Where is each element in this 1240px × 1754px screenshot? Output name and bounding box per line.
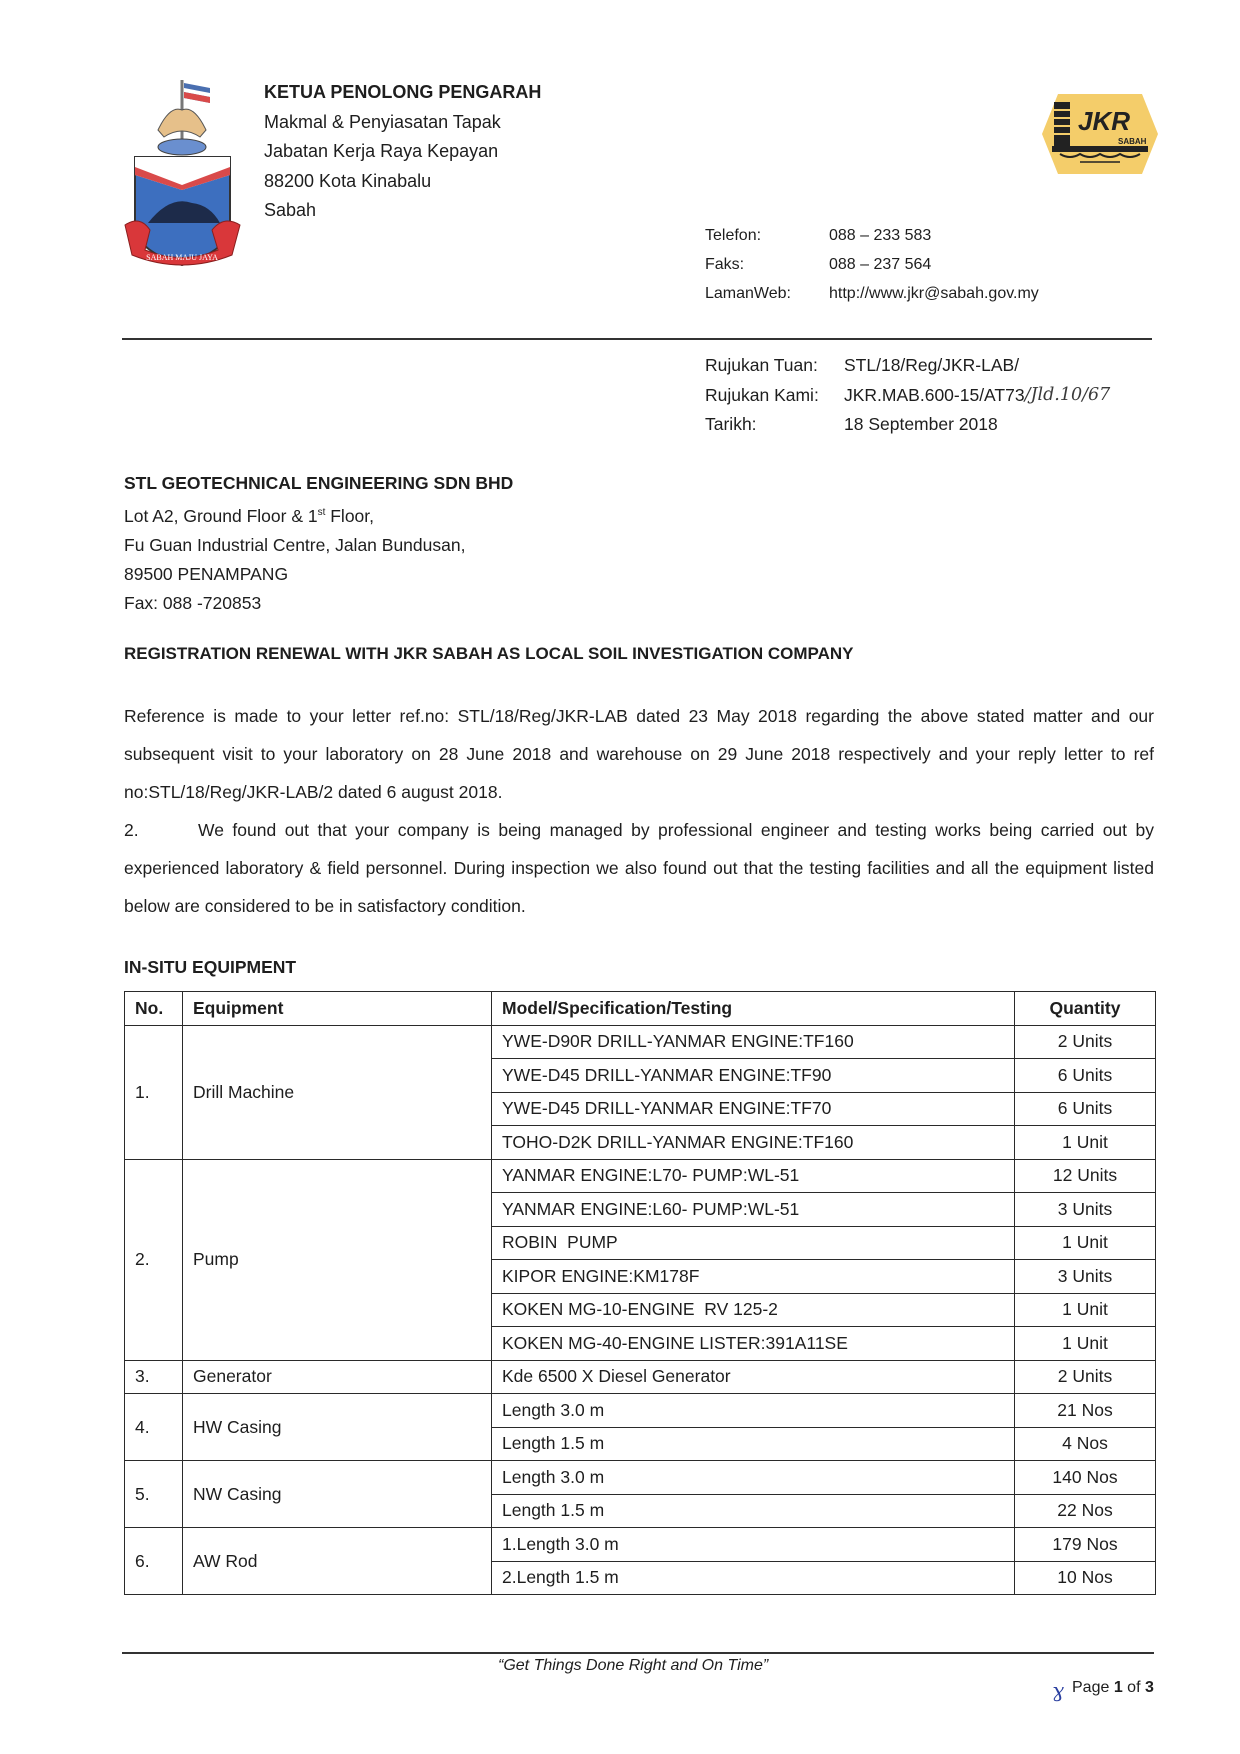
cell-model: KOKEN MG-40-ENGINE LISTER:391A11SE bbox=[492, 1327, 1015, 1361]
cell-model: Length 3.0 m bbox=[492, 1394, 1015, 1428]
logo-subtext: SABAH bbox=[1118, 137, 1147, 146]
contact-label: Faks: bbox=[705, 256, 745, 273]
sender-line: Makmal & Penyiasatan Tapak bbox=[264, 111, 501, 132]
ref-label: Rujukan Kami: bbox=[705, 384, 819, 405]
ref-value: JKR.MAB.600-15/AT73 bbox=[844, 384, 1025, 405]
cell-equipment: Pump bbox=[183, 1159, 492, 1360]
header-model: Model/Specification/Testing bbox=[492, 992, 1015, 1026]
table-row bbox=[125, 1394, 1156, 1428]
header-quantity: Quantity bbox=[1015, 992, 1156, 1026]
recipient-address bbox=[124, 469, 513, 618]
table-row bbox=[125, 1461, 1156, 1495]
cell-model: 2.Length 1.5 m bbox=[492, 1561, 1015, 1595]
cell-model: Length 1.5 m bbox=[492, 1427, 1015, 1461]
cell-model: YWE-D90R DRILL-YANMAR ENGINE:TF160 bbox=[492, 1025, 1015, 1059]
cell-quantity: 3 Units bbox=[1015, 1193, 1156, 1227]
table-body bbox=[125, 1025, 1156, 1595]
page-label: Page bbox=[1072, 1679, 1114, 1696]
page-number bbox=[1072, 1679, 1154, 1697]
cell-model: YWE-D45 DRILL-YANMAR ENGINE:TF70 bbox=[492, 1092, 1015, 1126]
footer-divider bbox=[122, 1652, 1154, 1654]
cell-quantity: 1 Unit bbox=[1015, 1126, 1156, 1160]
cell-equipment: Generator bbox=[183, 1360, 492, 1394]
ref-kami bbox=[705, 381, 1110, 411]
contact-value: http://www.jkr@sabah.gov.my bbox=[829, 285, 1039, 302]
page-current: 1 bbox=[1113, 1679, 1123, 1696]
cell-quantity: 2 Units bbox=[1015, 1360, 1156, 1394]
recipient-company: STL GEOTECHNICAL ENGINEERING SDN BHD bbox=[124, 473, 514, 493]
cell-equipment: HW Casing bbox=[183, 1394, 492, 1461]
header-equipment: Equipment bbox=[183, 992, 492, 1026]
ref-label: Tarikh: bbox=[705, 414, 757, 434]
cell-quantity: 10 Nos bbox=[1015, 1561, 1156, 1595]
cell-equipment: NW Casing bbox=[183, 1461, 492, 1528]
cell-quantity: 22 Nos bbox=[1015, 1494, 1156, 1528]
recipient-line: 89500 PENAMPANG bbox=[124, 563, 289, 584]
cell-model: 1.Length 3.0 m bbox=[492, 1528, 1015, 1562]
cell-no: 5. bbox=[125, 1461, 183, 1528]
contact-label: LamanWeb: bbox=[705, 285, 791, 302]
table-row bbox=[125, 1159, 1156, 1193]
table-row bbox=[125, 1528, 1156, 1562]
equipment-table bbox=[124, 991, 1156, 1595]
cell-model: YANMAR ENGINE:L60- PUMP:WL-51 bbox=[492, 1193, 1015, 1227]
cell-no: 6. bbox=[125, 1528, 183, 1595]
ref-value: 18 September 2018 bbox=[844, 414, 998, 434]
cell-model: ROBIN PUMP bbox=[492, 1226, 1015, 1260]
address-sup: st bbox=[317, 507, 326, 518]
ref-tuan bbox=[705, 351, 1110, 381]
cell-quantity: 1 Unit bbox=[1015, 1327, 1156, 1361]
table-row bbox=[125, 1360, 1156, 1394]
letter-subject: REGISTRATION RENEWAL WITH JKR SABAH AS LOCAL SOIL INVESTIGATION COMPANY bbox=[124, 644, 854, 663]
cell-quantity: 21 Nos bbox=[1015, 1394, 1156, 1428]
crest-motto: SABAH MAJU JAYA bbox=[146, 253, 218, 262]
cell-quantity: 140 Nos bbox=[1015, 1461, 1156, 1495]
sabah-crest-icon bbox=[120, 75, 260, 270]
ref-value: STL/18/Reg/JKR-LAB/ bbox=[844, 355, 1020, 375]
header-divider bbox=[122, 338, 1152, 340]
cell-model: KOKEN MG-10-ENGINE RV 125-2 bbox=[492, 1293, 1015, 1327]
paragraph-1: Reference is made to your letter ref.no: STL/18/Reg/JKR-LAB dated 23 May 2018 regarding the above stated matter and our subsequent visit to your laboratory on 28 June 2018 and warehouse on 29 June 2018 respectively and your reply letter to ref no:STL/18/Reg/JKR-LAB/2 dated 6 august 2018. bbox=[124, 706, 1154, 802]
handwritten-ref: /Jld.10/67 bbox=[1024, 384, 1111, 405]
section-title: IN-SITU EQUIPMENT bbox=[124, 957, 297, 977]
cell-model: Kde 6500 X Diesel Generator bbox=[492, 1360, 1015, 1394]
cell-model: Length 1.5 m bbox=[492, 1494, 1015, 1528]
cell-no: 2. bbox=[125, 1159, 183, 1360]
sender-line: Jabatan Kerja Raya Kepayan bbox=[264, 141, 499, 161]
cell-quantity: 12 Units bbox=[1015, 1159, 1156, 1193]
sender-address bbox=[264, 78, 541, 226]
cell-quantity: 1 Unit bbox=[1015, 1293, 1156, 1327]
cell-model: YWE-D45 DRILL-YANMAR ENGINE:TF90 bbox=[492, 1059, 1015, 1093]
cell-no: 3. bbox=[125, 1360, 183, 1394]
cell-model: YANMAR ENGINE:L70- PUMP:WL-51 bbox=[492, 1159, 1015, 1193]
cell-model: Length 3.0 m bbox=[492, 1461, 1015, 1495]
header-no: No. bbox=[125, 992, 183, 1026]
cell-quantity: 6 Units bbox=[1015, 1092, 1156, 1126]
cell-no: 4. bbox=[125, 1394, 183, 1461]
sender-line: Sabah bbox=[264, 200, 317, 220]
cell-model: KIPOR ENGINE:KM178F bbox=[492, 1260, 1015, 1294]
sender-line: 88200 Kota Kinabalu bbox=[264, 170, 432, 191]
ref-label: Rujukan Tuan: bbox=[705, 355, 818, 375]
page-of: of bbox=[1122, 1679, 1145, 1696]
contact-info bbox=[705, 221, 1039, 308]
sender-title: KETUA PENOLONG PENGARAH bbox=[264, 82, 542, 102]
jkr-logo-icon bbox=[1040, 88, 1160, 180]
cell-equipment: Drill Machine bbox=[183, 1025, 492, 1159]
paragraph-2 bbox=[124, 811, 1154, 925]
recipient-line: Fu Guan Industrial Centre, Jalan Bundusan, bbox=[124, 534, 466, 555]
contact-value: 088 – 233 583 bbox=[829, 227, 932, 244]
recipient-fax: Fax: 088 -720853 bbox=[124, 592, 262, 613]
cell-quantity: 179 Nos bbox=[1015, 1528, 1156, 1562]
table-header-row bbox=[125, 992, 1156, 1026]
address-text: Lot A2, Ground Floor & 1 bbox=[124, 505, 318, 526]
cell-no: 1. bbox=[125, 1025, 183, 1159]
contact-web bbox=[705, 279, 1039, 308]
handwritten-initial: ɣ bbox=[1052, 1678, 1064, 1702]
reference-block bbox=[705, 351, 1110, 440]
ref-date bbox=[705, 410, 1110, 440]
contact-label: Telefon: bbox=[705, 227, 762, 244]
cell-quantity: 3 Units bbox=[1015, 1260, 1156, 1294]
cell-equipment: AW Rod bbox=[183, 1528, 492, 1595]
page-total: 3 bbox=[1144, 1679, 1154, 1696]
cell-quantity: 4 Nos bbox=[1015, 1427, 1156, 1461]
cell-quantity: 1 Unit bbox=[1015, 1226, 1156, 1260]
contact-value: 088 – 237 564 bbox=[829, 256, 932, 273]
recipient-line bbox=[124, 498, 513, 531]
contact-fax bbox=[705, 250, 1039, 279]
letter-body bbox=[124, 697, 1154, 925]
cell-model: TOHO-D2K DRILL-YANMAR ENGINE:TF160 bbox=[492, 1126, 1015, 1160]
paragraph-number: 2. bbox=[124, 820, 139, 840]
footer-motto: “Get Things Done Right and On Time” bbox=[498, 1657, 769, 1674]
logo-text: JKR bbox=[1078, 106, 1131, 136]
cell-quantity: 2 Units bbox=[1015, 1025, 1156, 1059]
cell-quantity: 6 Units bbox=[1015, 1059, 1156, 1093]
address-text: Floor, bbox=[325, 505, 375, 526]
paragraph-text: We found out that your company is being managed by professional engineer and testing works being carried out by experienced laboratory & field personnel. During inspection we also found out that the testing facilities and all the equipment listed below are considered to be in satisfactory condition. bbox=[124, 820, 1154, 916]
contact-phone bbox=[705, 221, 1039, 250]
table-row bbox=[125, 1025, 1156, 1059]
